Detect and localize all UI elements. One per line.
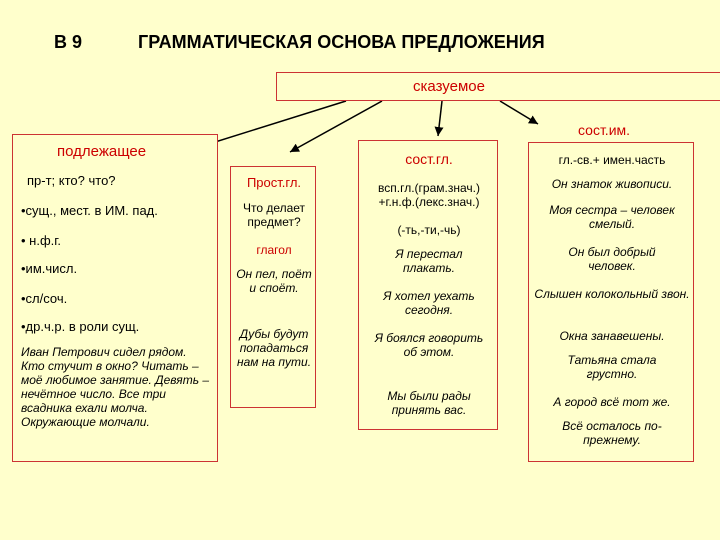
- subject-item-phrase: •сл/соч.: [21, 291, 68, 306]
- compound-verb-note: (-ть,-ти,-чь): [397, 223, 461, 237]
- arrow-to-compound-verb: [438, 101, 442, 136]
- subject-item-infinitive: • н.ф.г.: [21, 233, 62, 248]
- simple-verb-question: Что делает предмет?: [242, 201, 306, 229]
- compound-verb-title: сост.гл.: [405, 151, 453, 167]
- subject-item-noun: •сущ., мест. в ИМ. пад.: [21, 203, 158, 218]
- arrow-to-compound-nominal: [500, 101, 538, 124]
- compound-nominal-example-5: Окна занавешены.: [559, 329, 665, 343]
- compound-nominal-example-8: Всё осталось по-прежнему.: [562, 419, 662, 447]
- compound-nominal-title: сост.им.: [578, 122, 631, 138]
- page-title: ГРАММАТИЧЕСКАЯ ОСНОВА ПРЕДЛОЖЕНИЯ: [138, 32, 545, 52]
- compound-nominal-example-3: Он был добрый человек.: [568, 245, 656, 273]
- simple-verb-example-2: Дубы будут попадаться нам на пути.: [236, 327, 312, 369]
- compound-nominal-example-6: Татьяна стала грустно.: [567, 353, 657, 381]
- subject-question: пр-т; кто? что?: [27, 173, 116, 188]
- compound-verb-box: [358, 140, 498, 430]
- compound-nominal-example-4: Слышен колокольный звон.: [534, 287, 690, 301]
- compound-nominal-box: [528, 142, 694, 462]
- subject-item-other: •др.ч.р. в роли сущ.: [21, 319, 140, 334]
- arrow-to-subject: [196, 101, 346, 148]
- compound-nominal-example-2: Моя сестра – человек смелый.: [549, 203, 675, 231]
- simple-verb-label: глагол: [256, 243, 292, 257]
- predicate-label: сказуемое: [413, 78, 485, 95]
- compound-verb-formula: всп.гл.(грам.знач.) +г.н.ф.(лекс.знач.): [378, 181, 480, 209]
- predicate-box: [276, 72, 720, 101]
- slide-code: В 9: [54, 32, 83, 52]
- compound-verb-example-3: Я боялся говорить об этом.: [374, 331, 484, 359]
- compound-verb-example-1: Я перестал плакать.: [395, 247, 463, 275]
- compound-nominal-example-7: А город всё тот же.: [553, 395, 671, 409]
- compound-nominal-formula: гл.-св.+ имен.часть: [558, 153, 666, 167]
- compound-verb-example-4: Мы были рады принять вас.: [387, 389, 471, 417]
- subject-item-numeral: •им.числ.: [21, 261, 78, 276]
- simple-verb-box: [230, 166, 316, 408]
- subject-example: Иван Петрович сидел рядом. Кто стучит в окно? Читать – моё любимое занятие. Девять – нечётное число. Все три всадника ехали молча. Окружающие молчали.: [21, 345, 210, 429]
- compound-nominal-example-1: Он знаток живописи.: [551, 177, 673, 191]
- simple-verb-title: Прост.гл.: [246, 175, 302, 190]
- subject-box: [12, 134, 218, 462]
- simple-verb-example-1: Он пел, поёт и споёт.: [236, 267, 312, 295]
- compound-verb-example-2: Я хотел уехать сегодня.: [383, 289, 475, 317]
- subject-title: подлежащее: [57, 143, 147, 160]
